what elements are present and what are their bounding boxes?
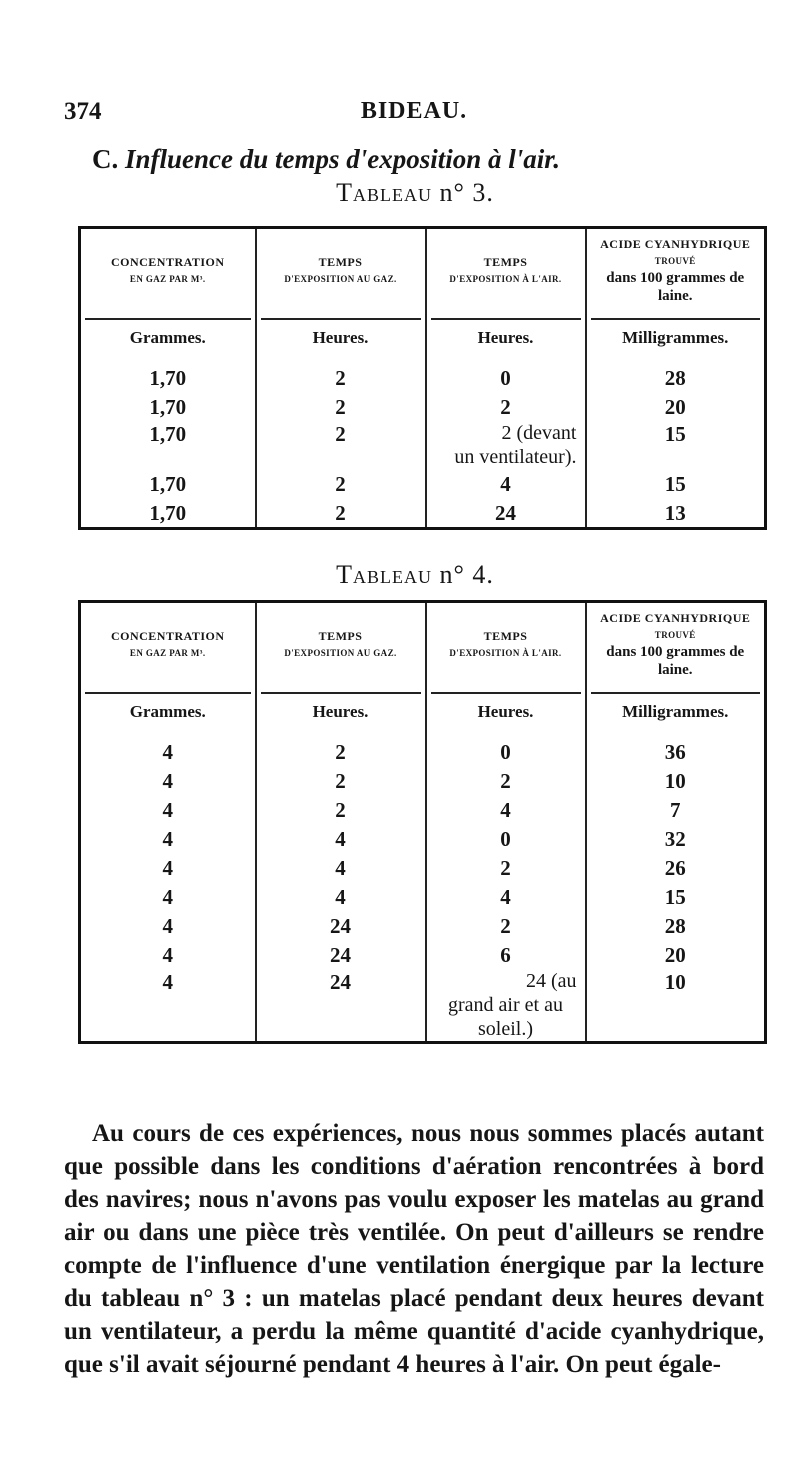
table-header-row xyxy=(80,602,766,686)
unit-row xyxy=(80,311,766,355)
table-cell: 2 xyxy=(256,498,426,529)
table-cell: 24 xyxy=(256,940,426,969)
section-letter: C. xyxy=(92,144,119,174)
table-cell: 4 xyxy=(80,795,256,824)
table-row xyxy=(80,969,766,1043)
header-sub: TROUVÉ xyxy=(654,256,696,266)
unit-cell: Heures. xyxy=(256,311,426,355)
table-cell: 2 xyxy=(426,766,586,795)
table-cell: 15 xyxy=(586,882,766,911)
spacer-row xyxy=(80,355,766,363)
table-cell: 15 xyxy=(586,469,766,498)
table-cell: 4 xyxy=(80,911,256,940)
table-header-row xyxy=(80,228,766,312)
table-cell: 1,70 xyxy=(80,498,256,529)
cell-main: 2 (devant xyxy=(501,422,577,444)
table-cell: 4 xyxy=(80,853,256,882)
running-head: BIDEAU. xyxy=(360,98,468,124)
table-cell xyxy=(426,421,586,469)
cell-note: grand air et au soleil.) xyxy=(448,994,563,1040)
header-cell xyxy=(256,602,426,686)
table-cell: 10 xyxy=(586,766,766,795)
header-sub: D'EXPOSITION À L'AIR. xyxy=(449,648,562,658)
table-cell: 1,70 xyxy=(80,392,256,421)
table-cell: 4 xyxy=(426,882,586,911)
unit-cell: Heures. xyxy=(426,685,586,729)
table-row xyxy=(80,795,766,824)
table-cell: 24 xyxy=(426,498,586,529)
table-row xyxy=(80,853,766,882)
table-cell: 4 xyxy=(80,882,256,911)
tableau-3-title xyxy=(0,178,800,208)
table-cell: 2 xyxy=(256,737,426,766)
body-paragraph: Au cours de ces expériences, nous nous sommes placés autant que possible dans les conditions d'aération rencontrées à bord des navires; nous n'avons pas voulu exposer les matelas au grand air ou dans une pièce très ventilée. On peut d'ailleurs se rendre compte de l'influence d'une ventilation énergique par la lecture du tableau n° 3 : un matelas placé pendant deux heures devant un ventilateur, a perdu la même quantité d'acide cyanhydrique, que s'il avait séjourné pendant 4 heures à l'air. On peut égale- xyxy=(64,1120,764,1378)
table-row xyxy=(80,392,766,421)
table-row xyxy=(80,498,766,529)
table-cell: 32 xyxy=(586,824,766,853)
table-cell: 13 xyxy=(586,498,766,529)
table-cell: 2 xyxy=(256,795,426,824)
unit-cell: Heures. xyxy=(426,311,586,355)
header-cell xyxy=(256,228,426,312)
table-cell: 4 xyxy=(80,940,256,969)
header-sub: EN GAZ PAR M³. xyxy=(129,648,206,658)
header-main: ACIDE CYANHYDRIQUE xyxy=(600,611,751,625)
table-row xyxy=(80,737,766,766)
unit-cell: Milligrammes. xyxy=(586,311,766,355)
header-sub-detail: dans 100 grammes de laine. xyxy=(606,644,745,678)
header-sub: D'EXPOSITION AU GAZ. xyxy=(284,274,397,284)
section-title-text: Influence du temps d'exposition à l'air. xyxy=(125,144,561,174)
unit-cell: Heures. xyxy=(256,685,426,729)
unit-row xyxy=(80,685,766,729)
table-cell: 2 xyxy=(426,392,586,421)
header-main: TEMPS xyxy=(318,629,363,643)
cell-note: un ventilateur). xyxy=(454,446,577,468)
table-cell: 24 xyxy=(256,969,426,1043)
table-cell: 1,70 xyxy=(80,363,256,392)
table-cell: 28 xyxy=(586,911,766,940)
table-row xyxy=(80,940,766,969)
table-cell: 36 xyxy=(586,737,766,766)
table-row xyxy=(80,824,766,853)
table-cell: 2 xyxy=(256,766,426,795)
tableau-3-title-number: n° 3. xyxy=(439,178,494,207)
table-cell: 1,70 xyxy=(80,469,256,498)
table-row xyxy=(80,363,766,392)
header-cell xyxy=(426,602,586,686)
header-main: TEMPS xyxy=(483,255,528,269)
header-main: ACIDE CYANHYDRIQUE xyxy=(600,237,751,251)
table-cell: 4 xyxy=(256,824,426,853)
table-cell: 1,70 xyxy=(80,421,256,469)
table-cell: 2 xyxy=(426,853,586,882)
table-cell xyxy=(426,969,586,1043)
table-cell: 26 xyxy=(586,853,766,882)
tableau-3 xyxy=(78,226,767,530)
header-sub: EN GAZ PAR M³. xyxy=(129,274,206,284)
page-number: 374 xyxy=(64,98,102,125)
table-cell: 2 xyxy=(426,911,586,940)
header-sub: D'EXPOSITION À L'AIR. xyxy=(449,274,562,284)
header-sub: TROUVÉ xyxy=(654,630,696,640)
header-sub-detail: dans 100 grammes de laine. xyxy=(606,270,745,304)
table-row xyxy=(80,469,766,498)
tableau-4-title-number: n° 4. xyxy=(439,560,494,589)
table-cell: 7 xyxy=(586,795,766,824)
header-main: TEMPS xyxy=(318,255,363,269)
header-main: CONCENTRATION xyxy=(110,629,225,643)
tableau-4-title xyxy=(0,560,800,590)
table-cell: 20 xyxy=(586,940,766,969)
unit-cell: Grammes. xyxy=(80,311,256,355)
table-row xyxy=(80,421,766,469)
unit-cell: Grammes. xyxy=(80,685,256,729)
section-title xyxy=(92,144,560,175)
table-cell: 4 xyxy=(80,766,256,795)
cell-main: 24 (au xyxy=(525,970,577,992)
table-cell: 15 xyxy=(586,421,766,469)
table-cell: 4 xyxy=(256,882,426,911)
tableau-4-title-word: Tableau xyxy=(336,560,432,589)
table-cell: 2 xyxy=(256,421,426,469)
header-cell xyxy=(586,228,766,312)
table-cell: 4 xyxy=(426,795,586,824)
table-cell: 4 xyxy=(426,469,586,498)
table-cell: 2 xyxy=(256,469,426,498)
table-cell: 24 xyxy=(256,911,426,940)
table-cell: 10 xyxy=(586,969,766,1043)
table-cell: 6 xyxy=(426,940,586,969)
table-cell: 2 xyxy=(256,363,426,392)
unit-cell: Milligrammes. xyxy=(586,685,766,729)
table-cell: 0 xyxy=(426,737,586,766)
table-cell: 0 xyxy=(426,824,586,853)
table-cell: 4 xyxy=(80,737,256,766)
table-cell: 2 xyxy=(256,392,426,421)
header-cell xyxy=(586,602,766,686)
table-cell: 4 xyxy=(80,969,256,1043)
page-header xyxy=(64,98,764,132)
table-cell: 0 xyxy=(426,363,586,392)
table-cell: 20 xyxy=(586,392,766,421)
table-cell: 4 xyxy=(256,853,426,882)
header-main: TEMPS xyxy=(483,629,528,643)
tableau-3-title-word: Tableau xyxy=(336,178,432,207)
table-cell: 4 xyxy=(80,824,256,853)
table-cell: 28 xyxy=(586,363,766,392)
table-row xyxy=(80,766,766,795)
header-sub: D'EXPOSITION AU GAZ. xyxy=(284,648,397,658)
tableau-4 xyxy=(78,600,767,1044)
header-cell xyxy=(80,602,256,686)
table-row xyxy=(80,882,766,911)
header-cell xyxy=(426,228,586,312)
header-cell xyxy=(80,228,256,312)
table-row xyxy=(80,911,766,940)
spacer-row xyxy=(80,729,766,737)
header-main: CONCENTRATION xyxy=(110,255,225,269)
